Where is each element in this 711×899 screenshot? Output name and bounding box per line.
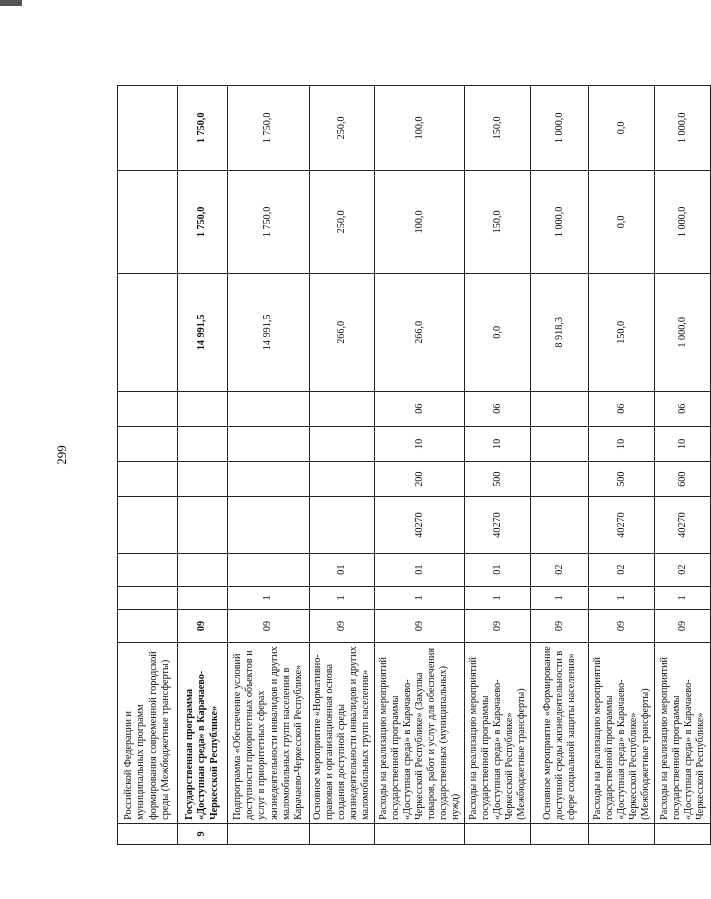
subsection-code-cell: [118, 553, 178, 586]
ministry-code-cell: 09: [531, 610, 589, 643]
row-name-cell: Расходы на реализацию мероприятий государственной программы «Доступная среда» в Карачаево-Черкесской Республике» (Межбюджетные трансферты): [589, 642, 655, 823]
program-code-cell: [118, 497, 178, 553]
section-code-cell: 1: [589, 586, 655, 609]
amount-year2-cell: 250,0: [310, 170, 375, 273]
amount-year3-cell: 150,0: [465, 86, 531, 171]
ministry-code-cell: [118, 610, 178, 643]
table-row: [178, 86, 228, 845]
subchapter-code-cell: [228, 391, 310, 426]
row-name-cell: Расходы на реализацию мероприятий государственной программы «Доступная среда» в Карачаево-Черкесской Республике»: [655, 642, 711, 823]
expense-type-cell: [178, 462, 228, 497]
subsection-code-cell: 02: [589, 553, 655, 586]
row-number-cell: [531, 823, 589, 844]
row-number-cell: [310, 823, 375, 844]
subsection-code-cell: [178, 553, 228, 586]
amount-year1-cell: 8 918,3: [531, 274, 589, 391]
amount-year3-cell: 1 000,0: [655, 86, 711, 171]
section-code-cell: 1: [531, 586, 589, 609]
expense-type-cell: [531, 462, 589, 497]
page-number: 299: [54, 445, 69, 465]
row-number-cell: [655, 823, 711, 844]
subsection-code-cell: 01: [375, 553, 465, 586]
amount-year2-cell: 1 750,0: [178, 170, 228, 273]
amount-year3-cell: 1 750,0: [178, 86, 228, 171]
expense-type-cell: 500: [465, 462, 531, 497]
expense-type-cell: [118, 462, 178, 497]
table-row: [310, 86, 375, 845]
amount-year3-cell: [118, 86, 178, 171]
subsection-code-cell: 01: [465, 553, 531, 586]
program-code-cell: 40270: [465, 497, 531, 553]
amount-year3-cell: 100,0: [375, 86, 465, 171]
subchapter-code-cell: [118, 391, 178, 426]
subchapter-code-cell: [531, 391, 589, 426]
row-name-cell: Основное мероприятие «Нормативно-правовая и организационная основа создания доступной среды жизнедеятельности инвалидов и других маломобильных групп населения»: [310, 642, 375, 823]
table-row: [118, 86, 178, 845]
row-number-cell: [375, 823, 465, 844]
section-code-cell: 1: [375, 586, 465, 609]
ministry-code-cell: 09: [655, 610, 711, 643]
chapter-code-cell: [118, 426, 178, 461]
expense-type-cell: [310, 462, 375, 497]
amount-year1-cell: [118, 274, 178, 391]
table-row: [228, 86, 310, 845]
ministry-code-cell: 09: [465, 610, 531, 643]
program-code-cell: 40270: [589, 497, 655, 553]
program-code-cell: [310, 497, 375, 553]
amount-year1-cell: 266,0: [375, 274, 465, 391]
section-code-cell: 1: [465, 586, 531, 609]
ministry-code-cell: 09: [178, 610, 228, 643]
amount-year2-cell: 100,0: [375, 170, 465, 273]
chapter-code-cell: [531, 426, 589, 461]
ministry-code-cell: 09: [310, 610, 375, 643]
ministry-code-cell: 09: [375, 610, 465, 643]
amount-year1-cell: 266,0: [310, 274, 375, 391]
section-code-cell: [178, 586, 228, 609]
ministry-code-cell: 09: [589, 610, 655, 643]
table-row: [465, 86, 531, 845]
subsection-code-cell: 02: [655, 553, 711, 586]
subchapter-code-cell: [310, 391, 375, 426]
row-name-cell: Расходы на реализацию мероприятий государственной программы «Доступная среда» в Карачаево-Черкесской Республике» (Закупка товаров, работ и услуг для обеспечения государственных (муниципальных) нужд): [375, 642, 465, 823]
program-code-cell: 40270: [375, 497, 465, 553]
chapter-code-cell: [178, 426, 228, 461]
table-body: [118, 86, 711, 845]
amount-year2-cell: 1 750,0: [228, 170, 310, 273]
row-number-cell: [228, 823, 310, 844]
amount-year3-cell: 250,0: [310, 86, 375, 171]
amount-year1-cell: 0,0: [465, 274, 531, 391]
amount-year1-cell: 14 991,5: [178, 274, 228, 391]
amount-year2-cell: [118, 170, 178, 273]
row-name-cell: Расходы на реализацию мероприятий государственной программы «Доступная среда» в Карачаево-Черкесской Республике» (Межбюджетные трансферты): [465, 642, 531, 823]
amount-year2-cell: 0,0: [589, 170, 655, 273]
row-name-cell: Основное мероприятие «Формирование доступной среды жизнедеятельности в сфере социальной защиты населения»: [531, 642, 589, 823]
row-name-cell: Подпрограмма «Обеспечение условий доступности приоритетных объектов и услуг в приоритетных сферах жизнедеятельности инвалидов и других маломобильных групп населения в Карачаево-Черкесской Республике»: [228, 642, 310, 823]
subsection-code-cell: 01: [310, 553, 375, 586]
row-number-cell: [465, 823, 531, 844]
amount-year3-cell: 0,0: [589, 86, 655, 171]
chapter-code-cell: 10: [375, 426, 465, 461]
amount-year1-cell: 150,0: [589, 274, 655, 391]
subchapter-code-cell: 06: [655, 391, 711, 426]
chapter-code-cell: 10: [589, 426, 655, 461]
expense-type-cell: [228, 462, 310, 497]
subchapter-code-cell: 06: [375, 391, 465, 426]
chapter-code-cell: [228, 426, 310, 461]
expense-type-cell: 600: [655, 462, 711, 497]
subchapter-code-cell: 06: [465, 391, 531, 426]
subsection-code-cell: 02: [531, 553, 589, 586]
row-name-cell: Российской Федерации и муниципальных программ формирования современной городской среды (Межбюджетные трансферты): [118, 642, 178, 823]
program-code-cell: 40270: [655, 497, 711, 553]
amount-year2-cell: 1 000,0: [531, 170, 589, 273]
chapter-code-cell: 10: [655, 426, 711, 461]
table-row: [589, 86, 655, 845]
subchapter-code-cell: 06: [589, 391, 655, 426]
amount-year1-cell: 1 000,0: [655, 274, 711, 391]
program-code-cell: [178, 497, 228, 553]
scan-corner-mark: [0, 0, 22, 6]
section-code-cell: [118, 586, 178, 609]
expense-type-cell: 200: [375, 462, 465, 497]
chapter-code-cell: 10: [465, 426, 531, 461]
row-name-cell: Государственная программа «Доступная среда» в Карачаево-Черкесской Республике»: [178, 642, 228, 823]
amount-year3-cell: 1 000,0: [531, 86, 589, 171]
amount-year2-cell: 1 000,0: [655, 170, 711, 273]
rotated-page: [117, 85, 706, 845]
ministry-code-cell: 09: [228, 610, 310, 643]
section-code-cell: 1: [228, 586, 310, 609]
program-code-cell: [228, 497, 310, 553]
section-code-cell: 1: [655, 586, 711, 609]
row-number-cell: 9: [178, 823, 228, 844]
row-number-cell: [118, 823, 178, 844]
chapter-code-cell: [310, 426, 375, 461]
table-row: [655, 86, 711, 845]
row-number-cell: [589, 823, 655, 844]
amount-year2-cell: 150,0: [465, 170, 531, 273]
amount-year3-cell: 1 750,0: [228, 86, 310, 171]
subchapter-code-cell: [178, 391, 228, 426]
table-row: [375, 86, 465, 845]
table-row: [531, 86, 589, 845]
program-code-cell: [531, 497, 589, 553]
subsection-code-cell: [228, 553, 310, 586]
expense-type-cell: 500: [589, 462, 655, 497]
section-code-cell: 1: [310, 586, 375, 609]
budget-table: [117, 85, 711, 845]
amount-year1-cell: 14 991,5: [228, 274, 310, 391]
